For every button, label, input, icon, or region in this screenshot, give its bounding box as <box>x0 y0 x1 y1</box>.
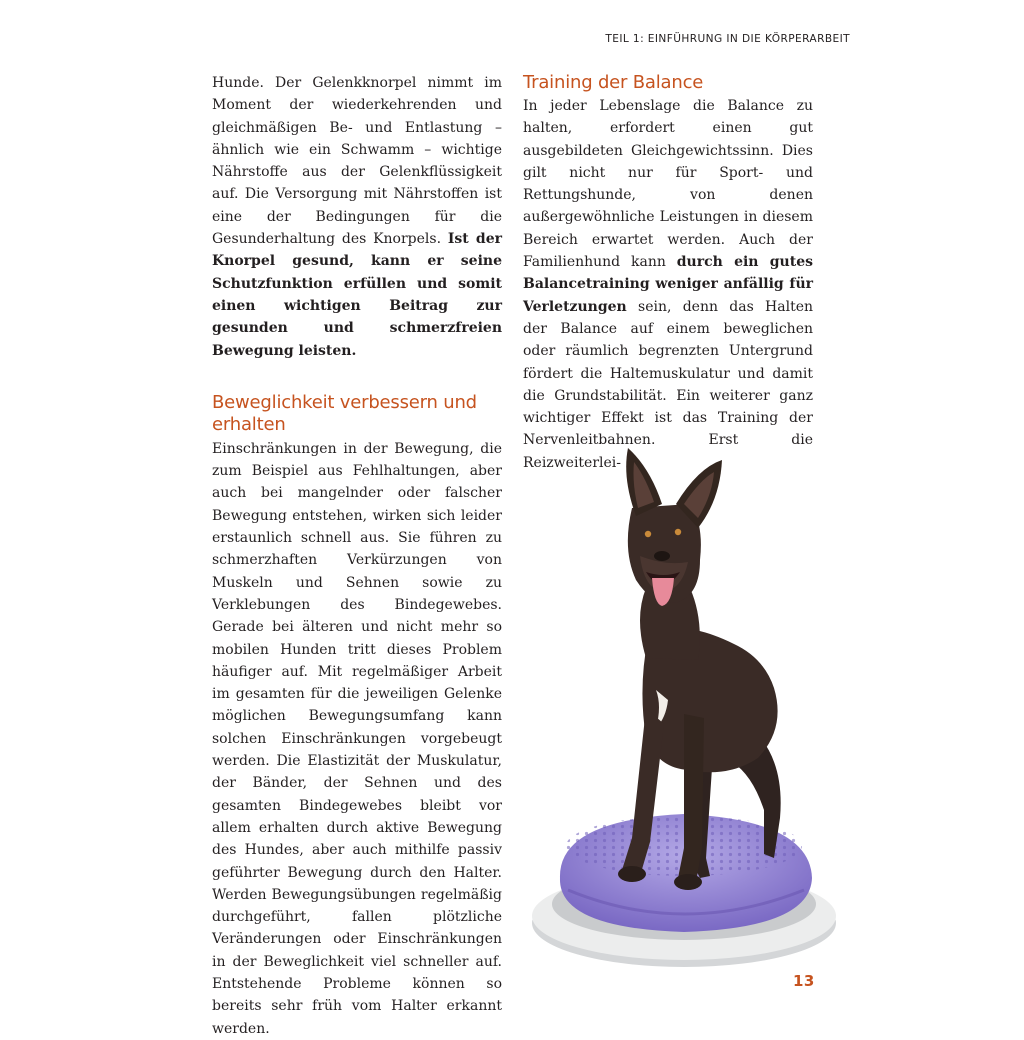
right-column <box>523 72 813 474</box>
dog-on-balance-cushion-photo <box>528 438 844 970</box>
balance-bold-text: durch ein gutes Balancetraining weniger anfällig für Verletzungen <box>523 254 813 315</box>
section-heading-balance: Training der Balance <box>523 72 704 93</box>
balance-paragraph <box>523 95 813 474</box>
balance-text-end: sein, denn das Halten der Balance auf einem beweglichen oder räumlich begrenzten Untergrund fördert die Haltemuskulatur und damit die Grundstabilität. Ein weiterer ganz wichtiger Effekt ist das Training der Nervenleitbahnen. Erst die Reizweiterlei- <box>523 298 814 471</box>
intro-paragraph <box>212 72 502 362</box>
page-number: 13 <box>793 972 815 990</box>
running-head: TEIL 1: EINFÜHRUNG IN DIE KÖRPERARBEIT <box>605 33 850 45</box>
balance-text-start: In jeder Lebenslage die Balance zu halten, erfordert einen gut ausgebildeten Gleichgewichtssinn. Dies gilt nicht nur für Sport- und Rettungshunde, von denen außergewöhnliche Leistungen in diesem Bereich erwartet werden. Auch der Familienhund kann <box>523 98 813 271</box>
left-column <box>212 72 502 1040</box>
intro-text: Hunde. Der Gelenkknorpel nimmt im Moment der wiederkehrenden und gleichmäßigen Be- und Entlastung – ähnlich wie ein Schwamm – wichtige Nährstoffe aus der Gelenkflüssigkeit auf. Die Versorgung mit Nährstoffen ist eine der Bedingungen für die Gesunderhaltung des Knorpels. <box>212 75 502 248</box>
intro-bold-text: Ist der Knorpel gesund, kann er seine Schutzfunktion erfüllen und somit einen wichtigen Beitrag zur gesunden und schmerzfreien Bewegung leisten. <box>212 231 502 359</box>
mobility-paragraph: Einschränkungen in der Bewegung, die zum Beispiel aus Fehlhaltungen, aber auch bei mangelnder oder falscher Bewegung entstehen, wirken sich leider erstaunlich schnell aus. Sie führen zu schmerzhaften Verkürzungen von Muskeln und Sehnen sowie zu Verklebungen des Bindegewebes. Gerade bei älteren und nicht mehr so mobilen Hunden tritt dieses Problem häufiger auf. Mit regelmäßiger Arbeit im gesamten für die jeweiligen Gelenke möglichen Bewegungsumfang kann solchen Einschränkungen vorgebeugt werden. Die Elastizität der Muskulatur, der Bänder, der Sehnen und des gesamten Bindegewebes bleibt vor allem erhalten durch aktive Bewegung des Hundes, aber auch mithilfe passiv geführter Bewegung durch den Halter. Werden Bewegungsübungen regelmäßig durchgeführt, fallen plötzliche Veränderungen oder Einschränkungen in der Beweglichkeit viel schneller auf. Entstehende Probleme können so bereits sehr früh vom Halter erkannt werden. <box>212 440 502 1037</box>
section-heading-mobility: Beweglichkeit verbessern und erhalten <box>212 391 477 435</box>
